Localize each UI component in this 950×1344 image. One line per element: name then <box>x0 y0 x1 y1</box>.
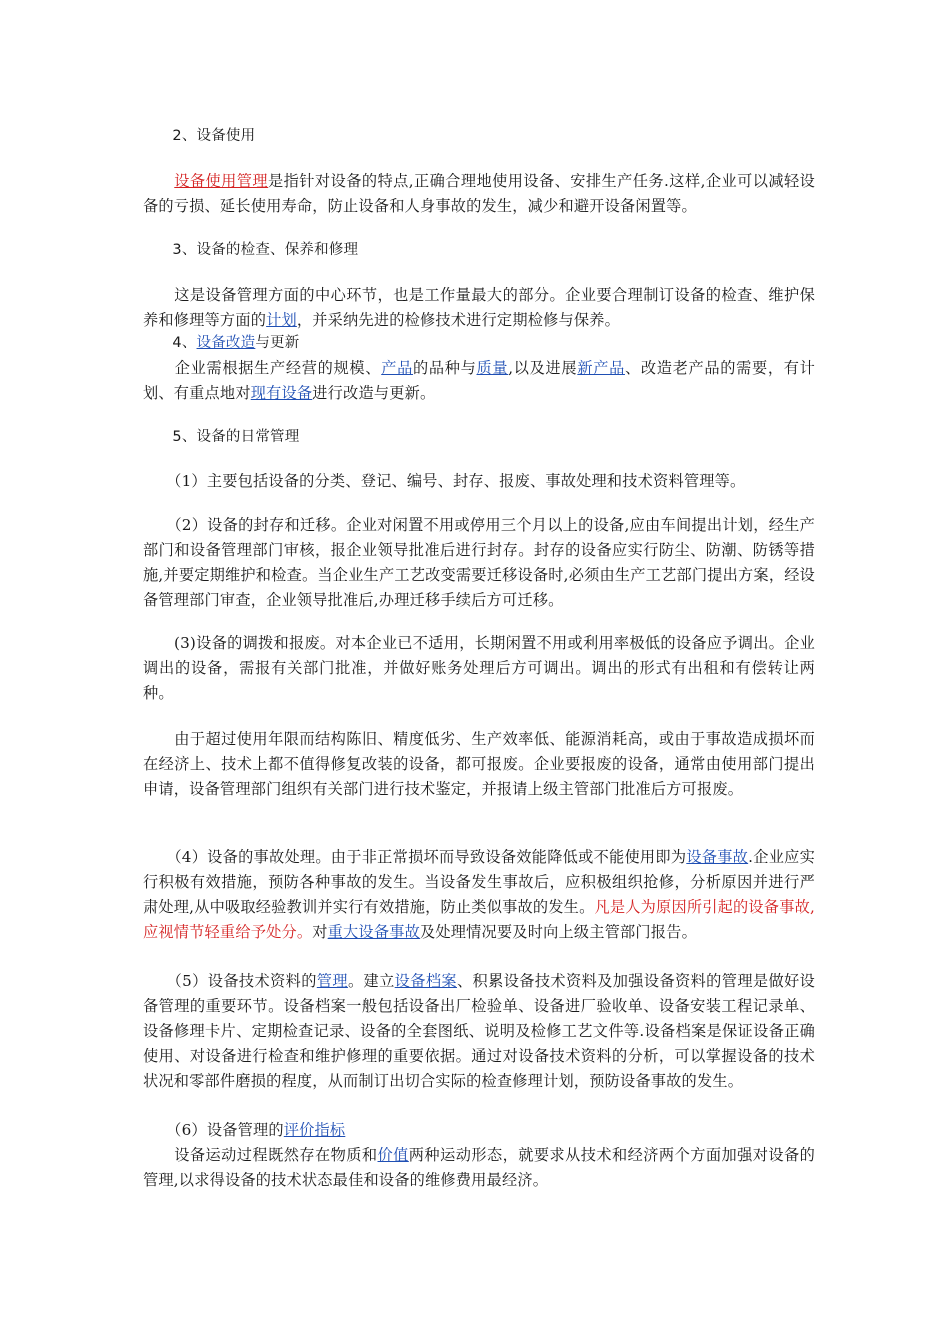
para-equipment-use <box>143 169 815 219</box>
link-equipment-use-management[interactable]: 设备使用管理 <box>174 172 269 190</box>
text-run: ，并采纳先进的检修技术进行定期检修与保养。 <box>296 311 621 329</box>
text-run: 对 <box>312 923 328 941</box>
link-management[interactable]: 管理 <box>316 972 348 990</box>
para-5-4 <box>143 845 815 945</box>
link-value[interactable]: 价值 <box>377 1146 409 1164</box>
heading-4 <box>143 331 815 356</box>
text-run: ,以及进展 <box>508 359 578 377</box>
text-run: 5、设备的日常管理 <box>143 429 300 445</box>
text-run: 。建立 <box>347 972 395 990</box>
text-run <box>143 172 174 190</box>
text-run: （1）主要包括设备的分类、登记、编号、封存、报废、事故处理和技术资料管理等。 <box>143 472 746 490</box>
text-run: (3)设备的调拨和报废。对本企业已不适用，长期闲置不用或利用率极低的设备应予调出。企业调出的设备，需报有关部门批准，并做好账务处理后方可调出。调出的形式有出租和有偿转让两种。 <box>143 634 815 702</box>
para-5-6-body <box>143 1143 815 1193</box>
link-product[interactable]: 产品 <box>381 359 413 377</box>
text-run: .企业应实行积极有效措施，预防各种事故的发生。当设备发生事故后，应积极组织抢修，分析原因并进行严肃处理,从中吸取经验教训并实行有效措施，防止类似事故的发生。 <box>143 848 815 916</box>
link-major-equipment-accident[interactable]: 重大设备事故 <box>327 923 420 941</box>
heading-2 <box>143 124 815 149</box>
text-run: 及处理情况要及时向上级主管部门报告。 <box>419 923 697 941</box>
link-evaluation-index[interactable]: 评价指标 <box>283 1121 346 1139</box>
link-equipment-archive[interactable]: 设备档案 <box>394 972 457 990</box>
text-run: 是指针对设备的特点,正确合理地使用设备、安排生产任务.这样,企业可以减轻设备的亏损、延长使用寿命，防止设备和人身事故的发生，减少和避开设备闲置等。 <box>143 172 815 215</box>
heading-3 <box>143 238 815 263</box>
para-5-1 <box>143 469 815 494</box>
para-inspection <box>143 283 815 333</box>
text-run: 进行改造与更新。 <box>312 384 436 402</box>
link-new-product[interactable]: 新产品 <box>577 359 625 377</box>
text-run: 企业需根据生产经营的规模、 <box>143 359 382 377</box>
text-run: 3、设备的检查、保养和修理 <box>143 242 359 258</box>
link-equipment-accident[interactable]: 设备事故 <box>686 848 749 866</box>
para-5-6 <box>143 1118 815 1143</box>
text-run: 的品种与 <box>412 359 477 377</box>
link-quality[interactable]: 质量 <box>476 359 509 377</box>
heading-5 <box>143 425 815 450</box>
para-5-3 <box>143 631 815 706</box>
text-run: 两种运动形态，就要求从技术和经济两个方面加强对设备的管理,以求得设备的技术状态最佳和设备的维修费用最经济。 <box>143 1146 816 1189</box>
text-run: 2、设备使用 <box>143 128 256 144</box>
text-run: （6）设备管理的 <box>143 1121 284 1139</box>
text-run: 由于超过使用年限而结构陈旧、精度低劣、生产效率低、能源消耗高，或由于事故造成损坏而在经济上、技术上都不值得修复改装的设备，都可报废。企业要报废的设备，通常由使用部门提出申请，设备管理部门组织有关部门进行技术鉴定，并报请上级主管部门批准后方可报废。 <box>143 730 815 798</box>
link-equipment-renovation[interactable]: 设备改造 <box>196 335 256 351</box>
text-run: 4、 <box>143 335 197 351</box>
para-5-2 <box>143 513 815 613</box>
highlighted-text: 凡是人为原因所引起的设备事故,应视情节轻重给予处分。 <box>143 898 816 941</box>
text-run: （2）设备的封存和迁移。企业对闲置不用或停用三个月以上的设备,应由车间提出计划，经生产部门和设备管理部门审核，报企业领导批准后进行封存。封存的设备应实行防尘、防潮、防锈等措施,并要定期维护和检查。当企业生产工艺改变需要迁移设备时,必须由生产工艺部门提出方案，经设备管理部门审查，企业领导批准后,办理迁移手续后方可迁移。 <box>143 516 815 609</box>
text-run: 这是设备管理方面的中心环节，也是工作量最大的部分。企业要合理制订设备的检查、维护保养和修理等方面的 <box>143 286 815 329</box>
link-existing-equipment[interactable]: 现有设备 <box>250 384 313 402</box>
text-run: （5）设备技术资料的 <box>143 972 317 990</box>
para-renovation <box>143 356 815 406</box>
text-run: 、积累设备技术资料及加强设备资料的管理是做好设备管理的重要环节。设备档案一般包括设备出厂检验单、设备进厂验收单、设备安装工程记录单、设备修理卡片、定期检查记录、设备的全套图纸、说明及检修工艺文件等.设备档案是保证设备正确使用、对设备进行检查和维护修理的重要依据。通过对设备技术资料的分析，可以掌握设备的技术状况和零部件磨损的程度，从而制订出切合实际的检查修理计划，预防设备事故的发生。 <box>143 972 816 1090</box>
text-run: （4）设备的事故处理。由于非正常损坏而导致设备效能降低或不能使用即为 <box>143 848 687 866</box>
link-plan[interactable]: 计划 <box>266 311 297 329</box>
text-run: 设备运动过程既然存在物质和 <box>143 1146 378 1164</box>
para-5-3-scrap <box>143 727 815 802</box>
text-run: 与更新 <box>255 335 300 351</box>
text-run: 、改造老产品的需要，有计划、有重点地对 <box>143 359 816 402</box>
para-5-5 <box>143 969 815 1094</box>
